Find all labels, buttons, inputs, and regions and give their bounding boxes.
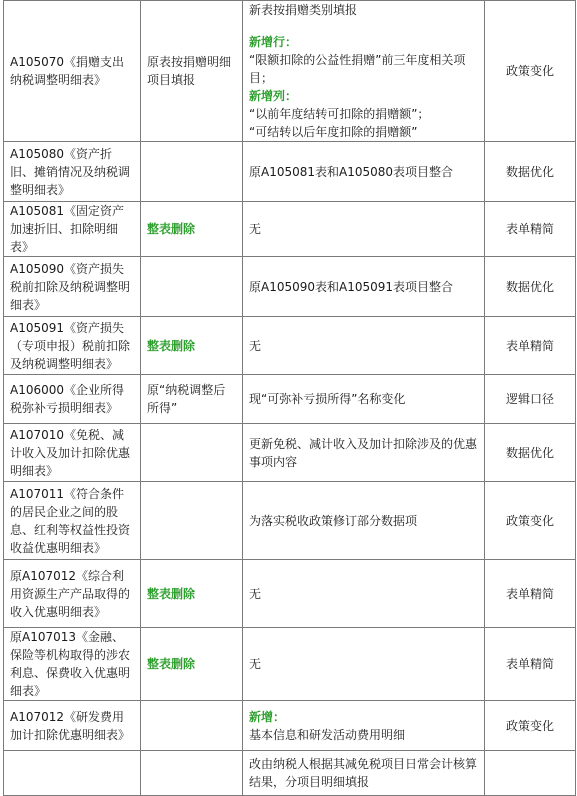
form-name-cell: A106000《企业所得税弥补亏损明细表》: [4, 375, 141, 424]
table-row: [4, 424, 576, 482]
form-name-cell: A105081《固定资产加速折旧、扣除明细表》: [4, 202, 141, 257]
current-cell: 无: [243, 628, 485, 701]
reason-cell: 政策变化: [485, 482, 576, 560]
original-cell: [141, 701, 243, 751]
reason-cell: 表单精简: [485, 317, 576, 375]
form-name-cell: A107011《符合条件的居民企业之间的股息、红利等权益性投资收益优惠明细表》: [4, 482, 141, 560]
reason-cell: 数据优化: [485, 142, 576, 202]
form-name-cell: A105080《资产折旧、摊销情况及纳税调整明细表》: [4, 142, 141, 202]
form-changes-table: [3, 0, 576, 796]
current-cell: 原A105090表和A105091表项目整合: [243, 257, 485, 317]
current-cell: 改由纳税人根据其减免税项目日常会计核算结果，分项目明细填报: [243, 751, 485, 796]
reason-cell: 数据优化: [485, 424, 576, 482]
form-name-cell: A105091《资产损失（专项申报）税前扣除及纳税调整明细表》: [4, 317, 141, 375]
original-cell: [141, 482, 243, 560]
current-cell: [243, 1, 485, 142]
original-cell: [141, 751, 243, 796]
form-name-cell: A105090《资产损失税前扣除及纳税调整明细表》: [4, 257, 141, 317]
table-row: [4, 202, 576, 257]
current-cell: 无: [243, 560, 485, 628]
delete-badge: 整表删除: [141, 628, 243, 701]
current-line: “限额扣除的公益性捐赠”前三年度相关项目；: [249, 53, 466, 85]
current-cell: [243, 701, 485, 751]
original-cell: 原“纳税调整后所得”: [141, 375, 243, 424]
delete-badge: 整表删除: [141, 317, 243, 375]
current-cell: 无: [243, 202, 485, 257]
current-line: “以前年度结转可扣除的捐赠额”；: [249, 107, 430, 121]
reason-cell: 表单精简: [485, 560, 576, 628]
spacer: [249, 19, 478, 33]
current-line: 基本信息和研发活动费用明细: [249, 727, 406, 742]
table-row: [4, 701, 576, 751]
current-cell: 现“可弥补亏损所得”名称变化: [243, 375, 485, 424]
form-name-cell: A105070《捐赠支出纳税调整明细表》: [4, 1, 141, 142]
reason-cell: 数据优化: [485, 257, 576, 317]
form-name-cell: [4, 751, 141, 796]
table-row: [4, 628, 576, 701]
reason-cell: 政策变化: [485, 701, 576, 751]
original-cell: [141, 257, 243, 317]
reason-cell: 逻辑口径: [485, 375, 576, 424]
table-row: [4, 375, 576, 424]
current-cell: 为落实税收政策修订部分数据项: [243, 482, 485, 560]
delete-badge: 整表删除: [141, 202, 243, 257]
table-row: [4, 751, 576, 796]
original-cell: 原表按捐赠明细项目填报: [141, 1, 243, 142]
reason-cell: 表单精简: [485, 202, 576, 257]
new-added-label: 新增：: [249, 709, 286, 724]
form-name-cell: A107010《免税、减计收入及加计扣除优惠明细表》: [4, 424, 141, 482]
new-rows-label: 新增行：: [249, 35, 298, 49]
delete-badge: 整表删除: [141, 560, 243, 628]
form-name-cell: A107012《研发费用加计扣除优惠明细表》: [4, 701, 141, 751]
current-line: 新表按捐赠类别填报: [249, 3, 358, 17]
table-row: [4, 257, 576, 317]
current-cell: 更新免税、减计收入及加计扣除涉及的优惠事项内容: [243, 424, 485, 482]
table-row: [4, 560, 576, 628]
original-cell: [141, 424, 243, 482]
reason-cell: 表单精简: [485, 628, 576, 701]
reason-cell: [485, 751, 576, 796]
current-line: “可结转以后年度扣除的捐赠额”: [249, 125, 418, 139]
new-columns-label: 新增列：: [249, 89, 298, 103]
table-row: [4, 142, 576, 202]
reason-cell: 政策变化: [485, 1, 576, 142]
current-cell: 原A105081表和A105080表项目整合: [243, 142, 485, 202]
current-cell: 无: [243, 317, 485, 375]
form-name-cell: 原A107013《金融、保险等机构取得的涉农利息、保费收入优惠明细表》: [4, 628, 141, 701]
form-name-cell: 原A107012《综合利用资源生产产品取得的收入优惠明细表》: [4, 560, 141, 628]
original-cell: [141, 142, 243, 202]
table-row: [4, 317, 576, 375]
table-row: [4, 1, 576, 142]
table-row: [4, 482, 576, 560]
